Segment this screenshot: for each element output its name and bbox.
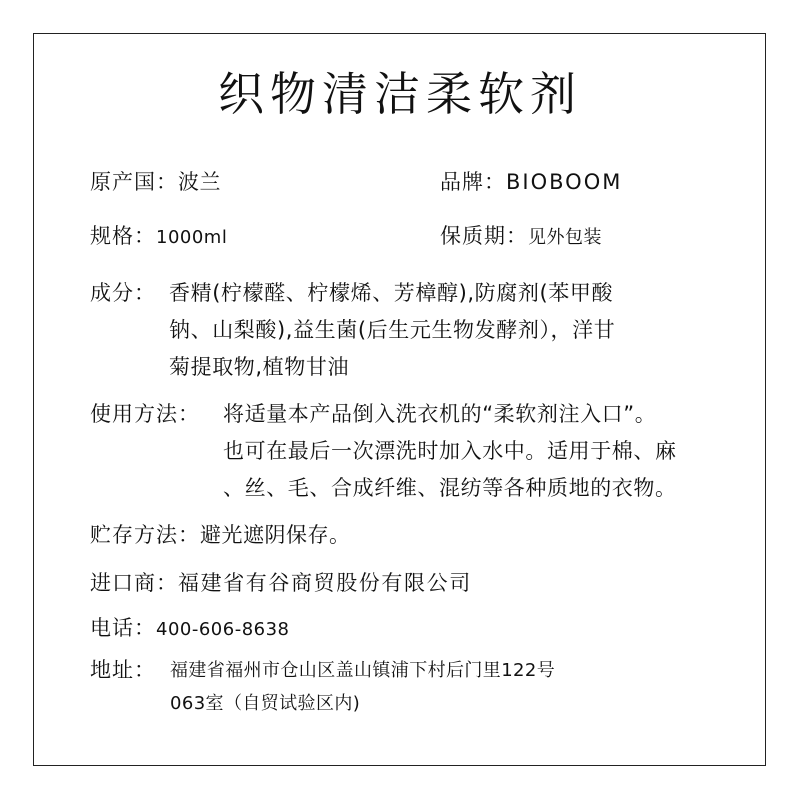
brand-label: 品牌： bbox=[440, 170, 506, 194]
address-line: 福建省福州市仓山区盖山镇浦下村后门里122号 bbox=[170, 660, 556, 681]
address-label: 地址： bbox=[90, 658, 156, 682]
spec-label: 规格： bbox=[90, 224, 156, 248]
usage-label: 使用方法： bbox=[90, 402, 200, 426]
storage-row bbox=[90, 523, 351, 547]
importer-value: 福建省有谷商贸股份有限公司 bbox=[178, 571, 472, 595]
spec-value: 1000ml bbox=[156, 227, 228, 248]
ingredients-line: 香精(柠檬醛、柠檬烯、芳樟醇),防腐剂(苯甲酸 bbox=[169, 281, 614, 305]
spec-row bbox=[90, 224, 227, 250]
importer-row bbox=[90, 571, 472, 595]
ingredients-line: 菊提取物,植物甘油 bbox=[169, 355, 350, 379]
phone-label: 电话： bbox=[90, 616, 156, 640]
brand-row bbox=[440, 170, 622, 194]
usage-block bbox=[90, 396, 730, 507]
storage-label: 贮存方法： bbox=[90, 523, 200, 547]
shelf-life-row bbox=[440, 224, 602, 250]
ingredients-label: 成分： bbox=[90, 281, 156, 305]
origin-row bbox=[90, 170, 221, 194]
usage-line: 将适量本产品倒入洗衣机的“柔软剂注入口”。 bbox=[223, 402, 657, 426]
usage-line: 、丝、毛、合成纤维、混纺等各种质地的衣物。 bbox=[223, 476, 677, 500]
brand-value: BIOBOOM bbox=[506, 170, 623, 194]
shelf-life-label: 保质期： bbox=[440, 224, 528, 248]
origin-label: 原产国： bbox=[90, 170, 178, 194]
product-title: 织物清洁柔软剂 bbox=[218, 67, 582, 121]
address-line: 063室（自贸试验区内) bbox=[170, 693, 361, 714]
address-block bbox=[90, 654, 730, 724]
storage-value: 避光遮阴保存。 bbox=[200, 523, 351, 547]
importer-label: 进口商： bbox=[90, 571, 178, 595]
origin-value: 波兰 bbox=[178, 170, 221, 194]
phone-value: 400-606-8638 bbox=[156, 619, 290, 640]
usage-line: 也可在最后一次漂洗时加入水中。适用于棉、麻 bbox=[223, 439, 677, 463]
shelf-life-value: 见外包装 bbox=[528, 227, 602, 248]
ingredients-line: 钠、山梨酸),益生菌(后生元生物发酵剂），洋甘 bbox=[169, 318, 616, 342]
ingredients-block bbox=[90, 275, 730, 386]
phone-row bbox=[90, 616, 290, 642]
